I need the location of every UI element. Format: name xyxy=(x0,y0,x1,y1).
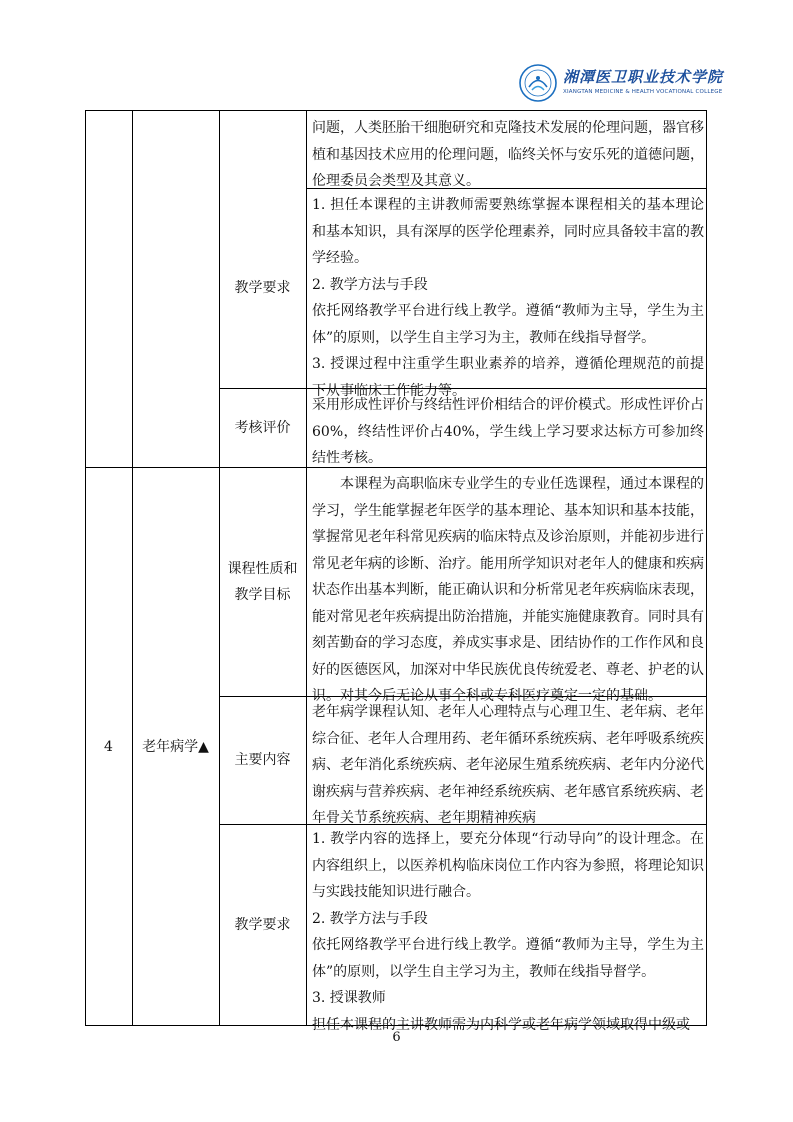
college-seal-icon xyxy=(519,64,557,102)
college-name-en: XIANGTAN MEDICINE & HEALTH VOCATIONAL COLLEGE xyxy=(563,89,723,95)
main-content xyxy=(312,699,704,832)
geri-req-content xyxy=(312,826,704,1038)
course-name xyxy=(132,467,219,1026)
prev-content-continued xyxy=(312,115,704,195)
geri-req-item: 2. 教学方法与手段 xyxy=(312,910,428,927)
main-content-label-text: 主要内容 xyxy=(234,752,291,768)
col-divider-3 xyxy=(306,110,307,1026)
prev-req-label xyxy=(219,188,306,388)
prev-assess-content xyxy=(312,392,704,472)
page-number: 6 xyxy=(392,1030,401,1045)
prev-req-item: 3. 授课过程中注重学生职业素养的培养，遵循伦理规范的前提下从事临床工作能力等。 xyxy=(312,356,704,399)
prev-req-item: 1. 担任本课程的主讲教师需要熟练掌握本课程相关的基本理论和基本知识，具有深厚的医学伦理素养，同时应具备较丰富的教学经验。 xyxy=(312,197,704,266)
geri-req-item: 1. 教学内容的选择上，要充分体现“行动导向”的设计理念。在内容组织上，以医养机构临床岗位工作内容为参照，将理论知识与实践技能知识进行融合。 xyxy=(312,831,704,900)
course-name-text: 老年病学▲ xyxy=(142,738,209,755)
course-number-text: 4 xyxy=(104,738,113,755)
nature-content xyxy=(312,471,704,710)
prev-req-content xyxy=(312,192,704,404)
prev-req-item: 依托网络教学平台进行线上教学。遵循“教师为主导，学生为主体”的原则，以学生自主学习为主，教师在线指导督学。 xyxy=(312,303,704,346)
main-content-label xyxy=(219,696,306,824)
prev-req-item: 2. 教学方法与手段 xyxy=(312,276,428,293)
prev-content-text: 问题，人类胚胎干细胞研究和克隆技术发展的伦理问题，器官移植和基因技术应用的伦理问题，临终关怀与安乐死的道德问题，伦理委员会类型及其意义。 xyxy=(312,120,704,189)
geri-req-item: 3. 授课教师 xyxy=(312,990,386,1006)
prev-req-label-text: 教学要求 xyxy=(234,280,291,296)
geri-req-label-text: 教学要求 xyxy=(234,917,291,933)
college-logo xyxy=(519,64,724,102)
course-number xyxy=(85,467,132,1026)
nature-label-text: 课程性质和教学目标 xyxy=(227,560,298,603)
nature-text: 本课程为高职临床专业学生的专业任选课程，通过本课程的学习，学生能掌握老年医学的基本理论、基本知识和基本技能，掌握常见老年科常见疾病的临床特点及诊治原则，并能初步进行常见老年病的诊断、治疗。能用所学知识对老年人的健康和疾病状态作出基本判断，能正确认识和分析常见老年疾病临床表现，能对常见老年疾病提出防治措施，并能实施健康教育。同时具有刻苦勤奋的学习态度，养成实事求是、团结协作的工作作风和良好的医德医风，加深对中华民族优良传统爱老、尊老、护老的认识。对其今后无论从事全科或专科医疗奠定一定的基础。 xyxy=(312,476,704,704)
prev-assess-label xyxy=(219,388,306,467)
nature-label xyxy=(219,467,306,696)
college-name-cn: 湘潭医卫职业技术学院 xyxy=(563,68,724,86)
geri-req-item: 依托网络教学平台进行线上教学。遵循“教师为主导，学生为主体”的原则，以学生自主学习为主，教师在线指导督学。 xyxy=(312,937,704,980)
geri-req-label xyxy=(219,824,306,1026)
main-content-text: 老年病学课程认知、老年人心理特点与心理卫生、老年病、老年综合征、老年人合理用药、老年循环系统疾病、老年呼吸系统疾病、老年消化系统疾病、老年泌尿生殖系统疾病、老年内分泌代谢疾病与营养疾病、老年神经系统疾病、老年感官系统疾病、老年骨关节系统疾病、老年期精神疾病 xyxy=(312,704,704,826)
geri-req-item: 担任本课程的主讲教师需为内科学或老年病学领域取得中级或 xyxy=(312,1016,690,1033)
prev-assess-text: 采用形成性评价与终结性评价相结合的评价模式。形成性评价占60%，终结性评价占40%，学生线上学习要求达标方可参加终结性考核。 xyxy=(312,397,704,466)
prev-assess-label-text: 考核评价 xyxy=(234,419,291,436)
